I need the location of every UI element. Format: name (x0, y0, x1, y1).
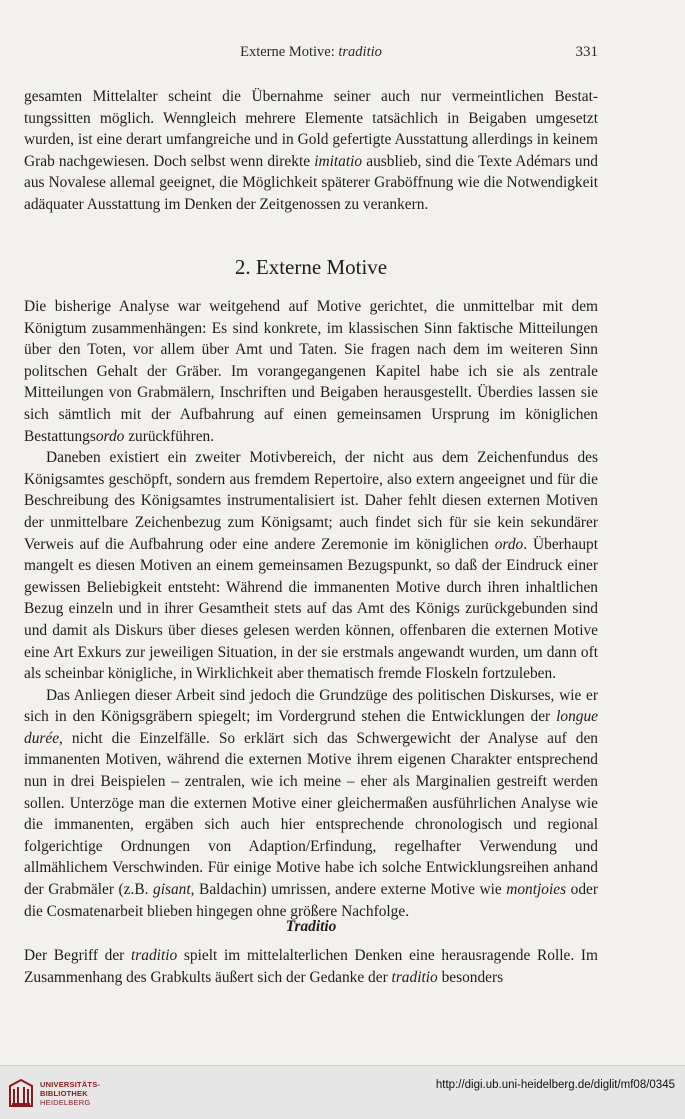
library-crest-icon (8, 1078, 34, 1108)
running-title: Externe Motive: traditio (240, 44, 382, 60)
carryover-paragraph (24, 86, 598, 216)
page-number: 331 (575, 44, 598, 60)
permalink-url[interactable]: http://digi.ub.uni-heidelberg.de/diglit/mf08/0345 (435, 1079, 675, 1091)
section-heading: 2. Externe Motive (234, 255, 388, 279)
library-name: UNIVERSITÄTS- BIBLIOTHEK HEIDELBERG (40, 1080, 101, 1107)
paragraph-2: Daneben existiert ein zweiter Motivbereich, der nicht aus dem Zeichenfundus des Königsamtes geschöpft, sondern aus fremdem Repertoire, also extern angeeignet und für die Beschreibung des Königsamtes instrumentalisiert ist. Daher fehlt diesen externen Motiven der unmittelbare Zeichenbezug zum Königsamt; auch findet sich für sie kein sekundärer Verweis auf die Aufbahrung oder eine andere Zeremonie im königlichen ordo. Überhaupt mangelt es diesen Motiven an einem gemeinsamen Bezugspunkt, so daß der Eindruck einer gewissen Beliebigkeit entsteht: Während die immanenten Motive durch ihren inhaltlichen Bezug einzeln und in ihrer Gesamtheit stets auf das Amt des Königs zurückgebunden sind und damit als Diskurs über dieses gelesen werden können, offenbaren die externen Motive eine Art Exkurs zur jeweiligen Situation, in der sie erstmals angewandt wurden, um dann oft als scheinbar königliche, in Wirklichkeit aber thematisch fremde Floskeln fortzuleben. (24, 449, 598, 683)
paragraph-3: Das Anliegen dieser Arbeit sind jedoch die Grundzüge des politischen Diskurses, wie er sich in den Königsgräbern spiegelt; im Vordergrund stehen die Entwicklungen der longue durée, nicht die Einzelfälle. So erklärt sich das Schwergewicht der Analyse auf den immanenten Motiven, während die externen Motive ihrem eigenen Charakter entsprechend nun in drei Beispielen – zentralen, wie ich meine – eher als Marginalien gestreift werden sollen. Unterzöge man die externen Motive einer gleichermaßen ausführlichen Analyse wie die immanenten, ergäben sich auch hier entsprechende chronologisch und regional folgerichtige Ordnungen von Adaption/Erfindung, regelhafter Verwendung und allmählichem Verschwinden. Für einige Motive habe ich solche Entwicklungsreihen anhand der Grabmäler (z.B. gisant, Baldachin) umrissen, andere externe Motive wie montjoies oder die Cosmatenarbeit blieben hingegen ohne größere Nachfolge. (24, 686, 599, 920)
running-header (24, 44, 598, 66)
subsection-body (24, 945, 598, 988)
paragraph-4: Der Begriff der traditio spielt im mittelalterlichen Denken eine herausragende Rolle. Im Zusammenhang des Grabkults äußert sich der Gedanke der traditio besonders (24, 947, 598, 986)
paragraph-1: Die bisherige Analyse war weitgehend auf Motive gerichtet, die unmittelbar mit dem Königtum zusammenhängen: Es sind konkrete, im klassischen Sinn faktische Mitteilungen über den Toten, vor allem über Amt und Taten. Sie fragen nach dem im weiteren Sinn politschen Gehalt der Gräber. Im vorangegangenen Kapitel habe ich sie als zentrale Mitteilungen von Grabmälern, Inschriften und Beigaben herausgestellt. Überdies lassen sie sich sämtlich mit der Aufbahrung auf einen gemeinsamen Ursprung im königlichen Bestattungsordo zurückführen. (24, 298, 598, 445)
subsection-heading: Traditio (285, 918, 337, 935)
library-logo[interactable] (8, 1078, 148, 1110)
viewer-footer (0, 1065, 685, 1119)
paragraph: gesamten Mittelalter scheint die Übernahme seiner auch nur vermeintlichen Bestattungssitten möglich. Wenngleich mehrere Elemente tatsächlich in Beigaben umgesetzt wurden, ist eine derart umfangreiche und in Gold gefertigte Ausstattung allerdings in keinem Grab nachgewiesen. Doch selbst wenn direkte imitatio ausblieb, sind die Texte Adémars und aus Novalese allemal geeignet, die Möglichkeit späterer Graböffnung wie die Notwendigkeit adäquater Ausstattung im Denken der Zeitgenossen zu verankern. (24, 88, 598, 213)
section-body (24, 296, 598, 922)
running-title-italic: traditio (338, 44, 382, 60)
